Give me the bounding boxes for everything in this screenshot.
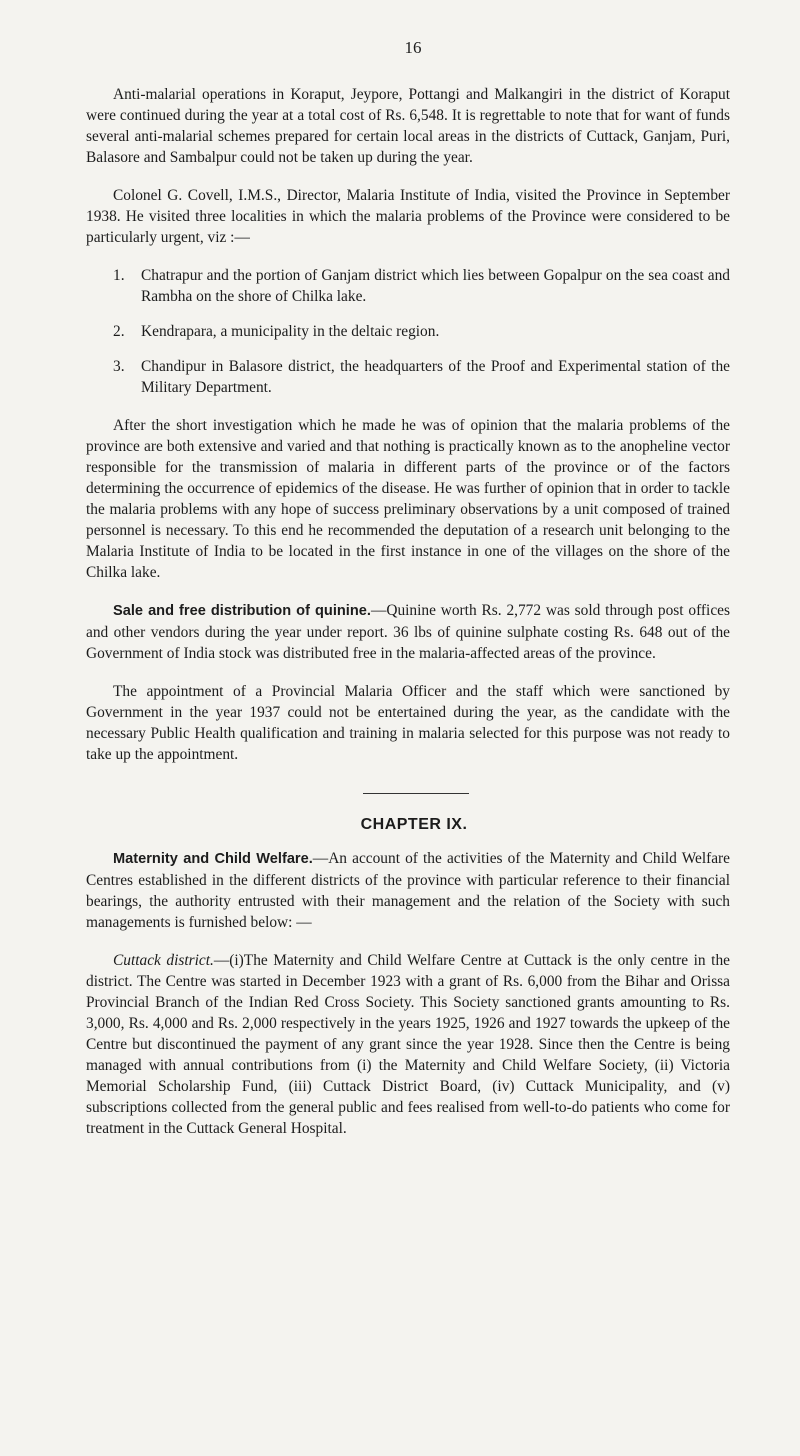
list-item-text: Chandipur in Balasore district, the headquarters of the Proof and Experimental station of the Military Department. (141, 358, 730, 396)
list-item (86, 356, 730, 398)
list-item-number: 3. (113, 358, 125, 375)
run-in-heading-maternity: Maternity and Child Welfare. (113, 851, 313, 867)
section-divider (363, 793, 469, 794)
list-item-number: 2. (113, 323, 125, 340)
paragraph-investigation-opinion: After the short investigation which he made he was of opinion that the malaria problems of the province are both extensive and varied and that nothing is practically known as to the anopheline vector responsible for the transmission of malaria in different parts of the province or of the factors determining the occurrence of epidemics of the disease. He was further of opinion that in order to tackle the malaria problems with any hope of success preliminary observations by a unit composed of trained personnel is necessary. To this end he recommended the deputation of a research unit belonging to the Malaria Institute of India to be located in the first instance in one of the villages on the shore of the Chilka lake. (86, 417, 730, 581)
paragraph-quinine-distribution (86, 600, 730, 664)
paragraph-maternity-body: —An account of the activities of the Maternity and Child Welfare Centres established in the different districts of the province with particular reference to their financial bearings, the authority entrusted with their management and the relation of the Society with such managements is furnished below: — (86, 850, 731, 931)
run-in-heading-cuttack: Cuttack district. (113, 952, 214, 969)
paragraph-colonel-covell-visit: Colonel G. Covell, I.M.S., Director, Malaria Institute of India, visited the Province in September 1938. He visited three localities in which the malaria problems of the Province were considered to be particularly urgent, viz :— (86, 187, 730, 246)
paragraph-cuttack-body: —(i)The Maternity and Child Welfare Centre at Cuttack is the only centre in the district. The Centre was started in December 1923 with a grant of Rs. 6,000 from the Bihar and Orissa Provincial Branch of the Indian Red Cross Society. This Society sanctioned grants amounting to Rs. 3,000, Rs. 4,000 and Rs. 2,000 respectively in the years 1925, 1926 and 1927 towards the upkeep of the Centre but discontinued the payment of any grant since the year 1928. Since then the Centre is being managed with annual contributions from (i) the Maternity and Child Welfare Society, (ii) Victoria Memorial Scholarship Fund, (iii) Cuttack District Board, (iv) Cuttack Municipality, and (v) subscriptions collected from the general public and fees realised from well-to-do patients who come for treatment in the Cuttack General Hospital. (86, 952, 730, 1137)
list-item-number: 1. (113, 267, 125, 284)
paragraph-provincial-malaria-officer: The appointment of a Provincial Malaria Officer and the staff which were sanctioned by Government in the year 1937 could not be entertained during the year, as the candidate with the necessary Public Health qualification and training in malaria selected for this purpose was not ready to take up the appointment. (86, 683, 730, 763)
localities-list (86, 265, 730, 398)
paragraph-anti-malarial-operations: Anti-malarial operations in Koraput, Jeypore, Pottangi and Malkangiri in the district of Koraput were continued during the year at a total cost of Rs. 6,548. It is regrettable to note that for want of funds several anti-malarial schemes prepared for certain local areas in the districts of Cuttack, Ganjam, Puri, Balasore and Sambalpur could not be taken up during the year. (86, 86, 730, 166)
list-item-text: Kendrapara, a municipality in the deltaic region. (141, 323, 440, 340)
chapter-heading: CHAPTER IX. (360, 816, 468, 833)
run-in-heading-quinine: Sale and free distribution of quinine. (113, 603, 371, 619)
paragraph-cuttack-district (86, 950, 730, 1139)
paragraph-quinine-body: —Quinine worth Rs. 2,772 was sold through post offices and other vendors during the year under report. 36 lbs of quinine sulphate costing Rs. 648 out of the Government of India stock was distributed free in the malaria-affected areas of the province. (86, 602, 730, 662)
paragraph-maternity-child-welfare (86, 848, 730, 933)
list-item (86, 321, 730, 342)
document-page (86, 0, 730, 1156)
list-item-text: Chatrapur and the portion of Ganjam district which lies between Gopalpur on the sea coast and Rambha on the shore of Chilka lake. (141, 267, 730, 305)
page-number: 16 (404, 38, 422, 57)
list-item (86, 265, 730, 307)
